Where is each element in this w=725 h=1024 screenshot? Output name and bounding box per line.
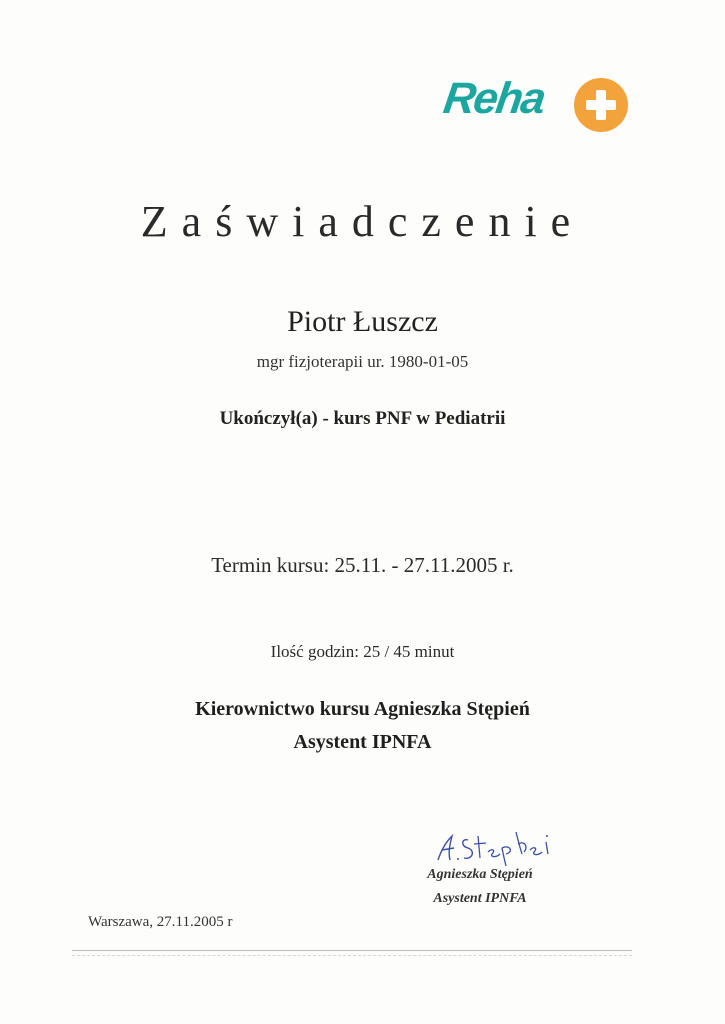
- footer-divider: [72, 950, 632, 951]
- course-hours: Ilość godzin: 25 / 45 minut: [270, 642, 455, 661]
- recipient-details: mgr fizjoterapii ur. 1980-01-05: [256, 352, 469, 371]
- course-completed: Ukończył(a) - kurs PNF w Pediatrii: [219, 408, 506, 429]
- signatory-name: Agnieszka Stępień: [427, 867, 533, 882]
- course-term: Termin kursu: 25.11. - 27.11.2005 r.: [211, 553, 514, 577]
- course-direction: Kierownictwo kursu Agnieszka Stępień: [195, 698, 530, 720]
- signatory-role: Asystent IPNFA: [433, 891, 527, 906]
- certificate-title: Zaświadczenie: [140, 197, 585, 246]
- handwritten-signature: [428, 818, 568, 868]
- plus-icon: [574, 78, 628, 132]
- place-and-date: Warszawa, 27.11.2005 r: [88, 914, 233, 930]
- recipient-name: Piotr Łuszcz: [287, 305, 438, 338]
- footer-divider-secondary: [72, 955, 632, 956]
- logo-wordmark: Reha: [440, 74, 548, 123]
- course-assistant: Asystent IPNFA: [293, 731, 432, 753]
- reha-logo: [440, 70, 634, 130]
